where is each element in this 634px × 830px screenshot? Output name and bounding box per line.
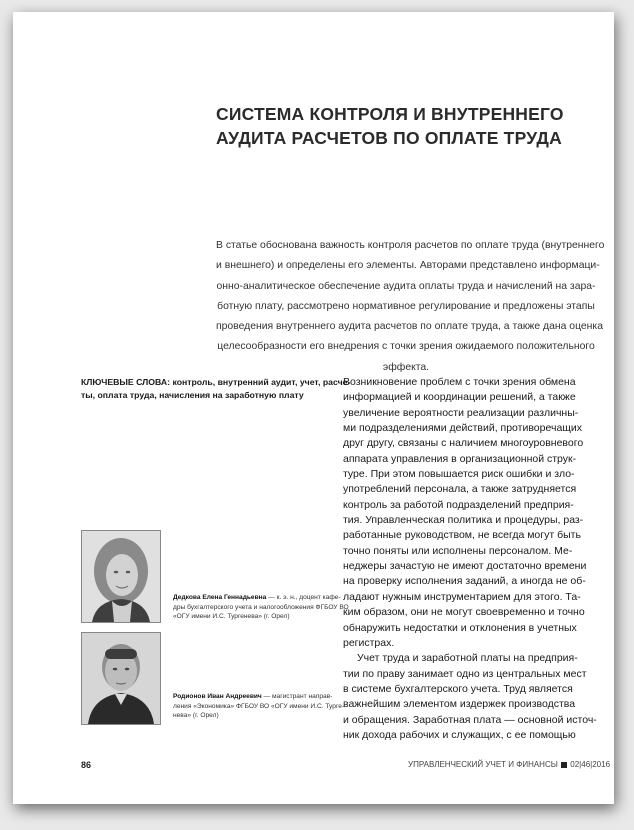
- author-name: Дедкова Елена Геннадьевна: [173, 594, 267, 601]
- abstract: [216, 236, 605, 378]
- abstract-line: и внешнего) и определены его элементы. Авторами представлено информаци-: [216, 260, 600, 272]
- author-details: ления «Экономика» ФГБОУ ВО «ОГУ имени И.С. Турге-: [173, 702, 345, 710]
- body-line: Учет труда и заработной платы на предприя-: [357, 652, 578, 665]
- author-details: «ОГУ имени И.С. Тургенева» (г. Орел): [173, 613, 290, 620]
- page-number: 86: [81, 760, 92, 770]
- body-line: аппарата управления в организационной струк-: [343, 452, 577, 465]
- body-line: на проверку исполнения заданий, а иногда не об-: [343, 575, 586, 588]
- abstract-line: целесообразности его внедрения с точки зрения ожидаемого положительного: [217, 341, 595, 353]
- body-line: ник дохода рабочих и служащих, с ее помощью: [343, 728, 576, 741]
- author-photo: [81, 530, 161, 623]
- article-title: [216, 102, 576, 150]
- author-name: Родионов Иван Андреевич: [173, 693, 262, 700]
- body-line: ладают нужным инструментарием для этого. Та-: [343, 590, 581, 603]
- body-line: туре. При этом повышается риск ошибки и зло-: [343, 468, 575, 481]
- author-info: [173, 593, 349, 622]
- body-line: тия. Управленческая политика и процедуры, раз-: [343, 514, 584, 527]
- keywords-line: КЛЮЧЕВЫЕ СЛОВА: контроль, внутренний аудит, учет, расче-: [81, 377, 351, 387]
- body-line: тии по праву занимает одно из центральных мест: [343, 667, 587, 680]
- abstract-line: В статье обоснована важность контроля расчетов по оплате труда (внутреннего: [216, 240, 605, 251]
- body-line: увеличение вероятности реализации различны-: [343, 406, 579, 419]
- body-line: ми подразделениями действий, противоречащих: [343, 422, 583, 435]
- author-details: дры бухгалтерского учета и налогообложения ФГБОУ ВО: [173, 603, 349, 611]
- abstract-line: ботную плату, рассмотрено нормативное регулирование и предложены этапы: [217, 300, 595, 312]
- square-bullet-icon: [561, 762, 567, 768]
- body-line: неджеры зачастую не имеют достаточно времени: [343, 560, 587, 573]
- abstract-line: проведения внутреннего аудита расчетов по оплате труда, а также дана оценка: [216, 321, 603, 333]
- journal-footer: [408, 760, 611, 769]
- author-details: — магистрант направ-: [261, 693, 333, 700]
- journal-name: УПРАВЛЕНЧЕСКИЙ УЧЕТ И ФИНАНСЫ: [408, 760, 561, 769]
- body-line: ким образом, они не могут своевременно и точно: [343, 606, 585, 619]
- body-line: информацией и координации решений, а также: [343, 391, 576, 404]
- author-info: [173, 692, 345, 721]
- body-line: контроль за работой подразделений предприя-: [343, 498, 574, 511]
- author-details: — к. э. н., доцент кафе-: [266, 594, 341, 601]
- abstract-line: онно-аналитическое обеспечение аудита оплаты труда и начислений на зара-: [216, 280, 596, 292]
- body-line: точно поняты или исполнены персоналом. Ме-: [343, 544, 573, 557]
- keywords: [81, 376, 351, 402]
- body-line: обнаружить недостатки и отклонения в учетных: [343, 621, 577, 634]
- body-line: и обращения. Заработная плата — основной источ-: [343, 713, 597, 726]
- body-line: регистрах.: [343, 636, 395, 649]
- body-line: употреблений персонала, а также затрудняется: [343, 483, 577, 496]
- keywords-line: ты, оплата труда, начисления на заработную плату: [81, 390, 304, 400]
- body-line: в системе бухгалтерского учета. Труд является: [343, 682, 573, 695]
- author-details: нева» (г. Орел): [173, 712, 219, 719]
- body-line: важнейшим элементом издержек производства: [343, 698, 576, 711]
- body-line: друг другу, связаны с наличием многоуровневого: [343, 437, 584, 450]
- body-line: работанные руководством, не всегда могут быть: [343, 529, 581, 542]
- journal-issue: 02|46|2016: [568, 760, 611, 769]
- abstract-line: эффекта.: [382, 361, 430, 373]
- title-line: СИСТЕМА КОНТРОЛЯ И ВНУТРЕННЕГО: [216, 104, 564, 124]
- body-line: Возникновение проблем с точки зрения обмена: [343, 376, 576, 388]
- title-line: АУДИТА РАСЧЕТОВ ПО ОПЛАТЕ ТРУДА: [216, 128, 562, 148]
- body-text: [343, 375, 603, 743]
- author-photo: [81, 632, 161, 725]
- journal-page: [13, 12, 614, 804]
